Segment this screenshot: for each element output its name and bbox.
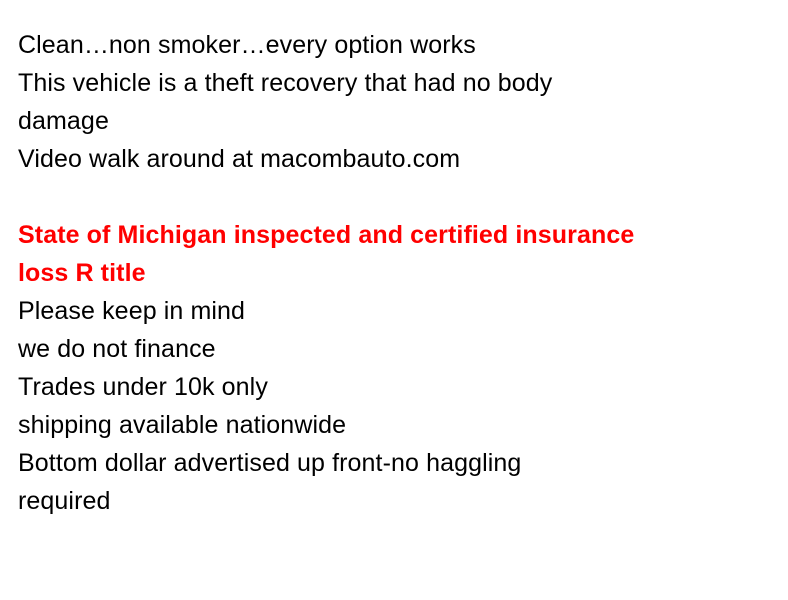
no-finance-line: we do not finance xyxy=(18,335,216,363)
pricing-line-1: Bottom dollar advertised up front-no haggling xyxy=(18,449,522,477)
title-status-line-1: State of Michigan inspected and certified insurance xyxy=(18,221,635,249)
trades-line: Trades under 10k only xyxy=(18,373,268,401)
paragraph-spacer xyxy=(18,178,770,216)
video-walkaround-line: Video walk around at macombauto.com xyxy=(18,145,461,173)
pricing-line-2: required xyxy=(18,487,111,515)
description-line-1: Clean…non smoker…every option works xyxy=(18,31,476,59)
terms-paragraph xyxy=(18,216,770,520)
description-line-2: This vehicle is a theft recovery that had no body xyxy=(18,69,553,97)
intro-paragraph xyxy=(18,26,770,178)
title-status-line-2: loss R title xyxy=(18,259,146,287)
keep-in-mind-line: Please keep in mind xyxy=(18,297,246,325)
description-line-3: damage xyxy=(18,107,109,135)
shipping-line: shipping available nationwide xyxy=(18,411,347,439)
